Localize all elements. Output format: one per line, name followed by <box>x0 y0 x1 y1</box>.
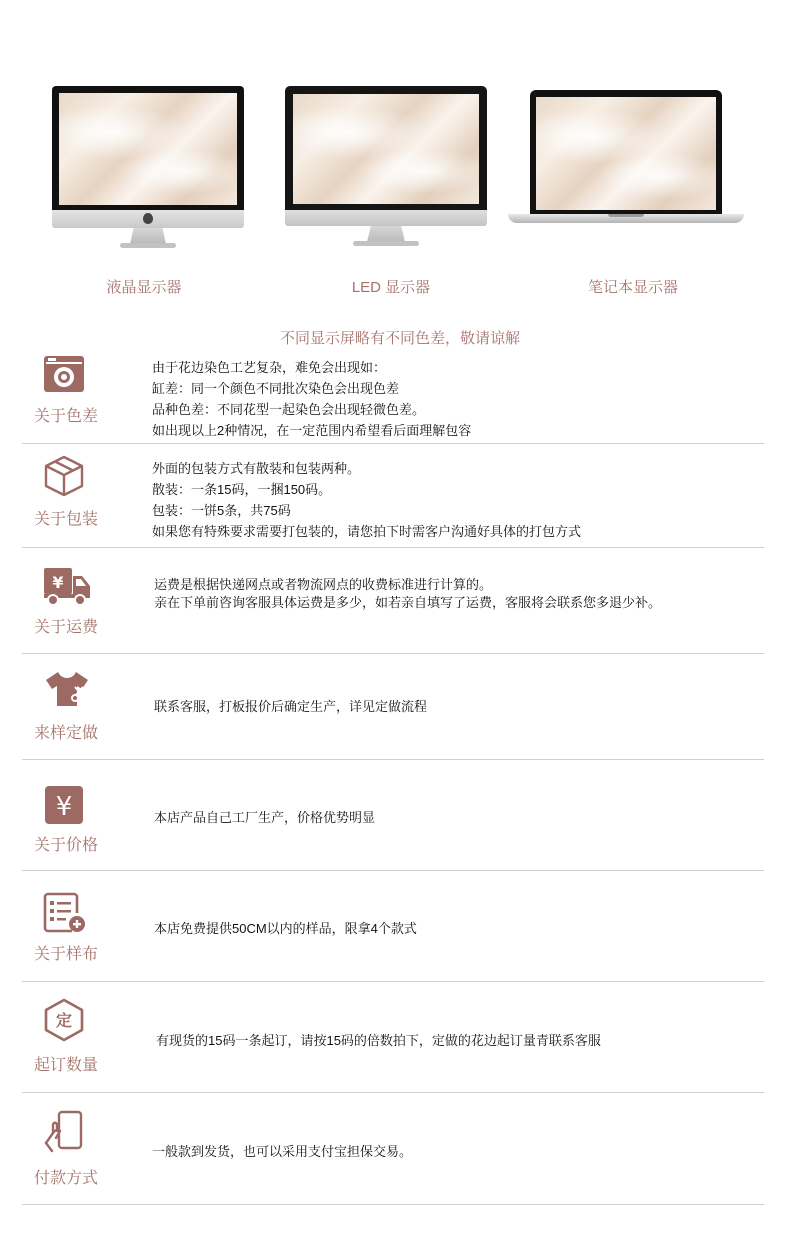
text-line: 外面的包装方式有散装和包装两种。 <box>152 461 361 476</box>
section-text <box>152 357 471 441</box>
svg-text:定: 定 <box>55 1011 73 1030</box>
section-packaging <box>22 444 764 548</box>
section-shipping <box>22 548 764 654</box>
section-payment <box>22 1093 764 1205</box>
section-text <box>152 1141 412 1162</box>
section-custom-order <box>22 654 764 760</box>
device-label-led: LED 显示器 <box>351 279 431 296</box>
laptop-image <box>508 90 744 226</box>
section-text <box>154 696 427 717</box>
sample-list-icon <box>42 891 86 935</box>
section-title: 来样定做 <box>33 725 98 742</box>
section-title: 关于色差 <box>33 408 98 425</box>
text-line: 如出现以上2种情况，在一定范围内希望看后面理解包容 <box>152 423 472 438</box>
section-title: 付款方式 <box>33 1170 98 1187</box>
display-devices <box>0 0 800 310</box>
text-line: 本店免费提供50CM以内的样品，限拿4个款式 <box>154 921 417 936</box>
section-title: 关于包装 <box>33 511 98 528</box>
device-label-lcd: 液晶显示器 <box>106 279 182 296</box>
text-line: 一般款到发货，也可以采用支付宝担保交易。 <box>152 1144 413 1159</box>
package-box-icon <box>42 454 86 498</box>
section-text <box>152 458 581 542</box>
color-difference-note: 不同显示屏略有不同色差，敬请谅解 <box>279 330 520 347</box>
text-line: 运费是根据快递网点或者物流网点的收费标准进行计算的。 <box>154 577 493 592</box>
text-line: 联系客服，打板报价后确定生产，详见定做流程 <box>154 699 428 714</box>
section-sample <box>22 871 764 982</box>
imac-image <box>52 86 244 250</box>
text-line: 品种色差：不同花型一起染色会出现轻微色差。 <box>152 402 426 417</box>
yuan-price-icon <box>42 784 86 828</box>
info-sections <box>22 346 764 1205</box>
text-line: 有现货的15码一条起订，请按15码的倍数拍下，定做的花边起订量青联系客服 <box>156 1033 601 1048</box>
svg-text:¥: ¥ <box>52 573 64 592</box>
section-text <box>154 918 417 939</box>
text-line: 本店产品自己工厂生产，价格优势明显 <box>154 810 376 825</box>
delivery-truck-icon <box>42 564 92 608</box>
svg-text:¥: ¥ <box>55 792 73 822</box>
section-text <box>156 1030 601 1051</box>
text-line: 散装：一条15码，一捆150码。 <box>152 482 332 497</box>
hand-phone-pay-icon <box>42 1109 86 1153</box>
camera-icon <box>42 354 86 398</box>
text-line: 包装：一饼5条，共75码 <box>152 503 291 518</box>
text-line: 亲在下单前咨询客服具体运费是多少，如若亲自填写了运费，客服将会联系您多退少补。 <box>154 595 662 610</box>
section-title: 关于价格 <box>33 837 98 854</box>
section-title: 关于样布 <box>33 946 98 963</box>
shirt-scissors-icon <box>42 668 94 712</box>
section-price <box>22 760 764 871</box>
led-monitor-image <box>285 86 487 250</box>
text-line: 如果您有特殊要求需要打包装的，请您拍下时需客户沟通好具体的打包方式 <box>152 524 582 539</box>
section-title: 起订数量 <box>33 1057 98 1074</box>
section-title: 关于运费 <box>33 619 98 636</box>
device-label-laptop: 笔记本显示器 <box>587 279 678 296</box>
hexagon-ding-icon <box>42 998 86 1042</box>
text-line: 由于花边染色工艺复杂，难免会出现如： <box>152 360 387 375</box>
section-color-difference <box>22 346 764 444</box>
apple-logo-icon <box>143 213 153 224</box>
section-minimum-order <box>22 982 764 1093</box>
section-text <box>154 807 375 828</box>
section-text <box>154 574 661 613</box>
text-line: 缸差：同一个颜色不同批次染色会出现色差 <box>152 381 400 396</box>
